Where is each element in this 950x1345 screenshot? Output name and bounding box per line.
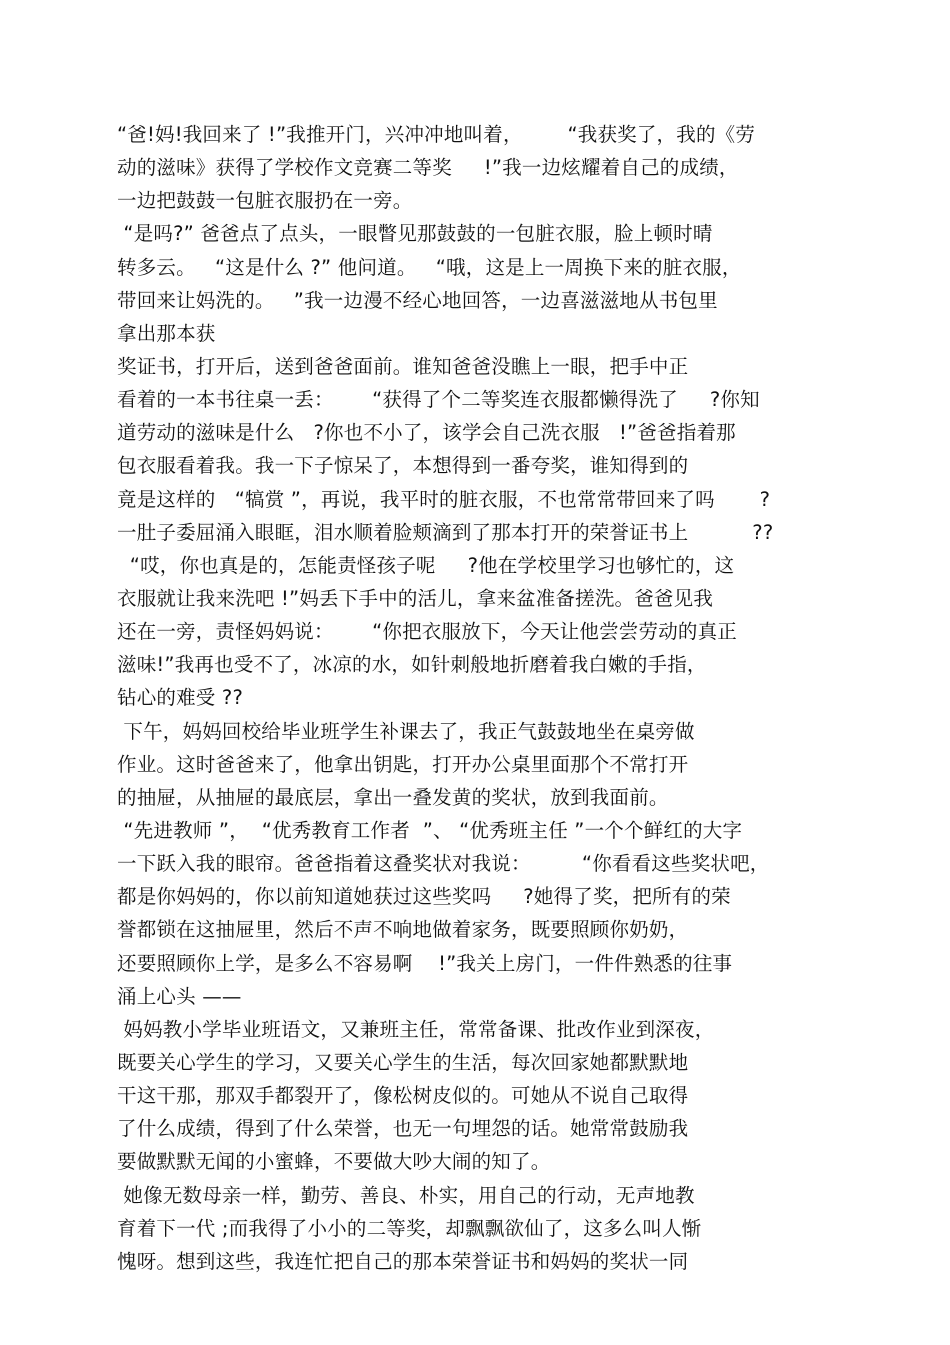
essay-body <box>117 118 877 1278</box>
text-line: “是吗?” 爸爸点了点头，一眼瞥见那鼓鼓的一包脏衣服，脸上顿时晴 <box>117 222 713 246</box>
text-line: 看着的一本书往桌一丢： “获得了个二等奖连衣服都懒得洗了 ?你知 <box>117 388 760 412</box>
text-line: 她像无数母亲一样，勤劳、善良、朴实，用自己的行动，无声地教 <box>117 1183 695 1207</box>
text-line: 一下跃入我的眼帘。爸爸指着这叠奖状对我说： “你看看这些奖状吧， <box>117 852 770 876</box>
text-line: “哎，你也真是的，怎能责怪孩子呢 ?他在学校里学习也够忙的，这 <box>117 553 735 577</box>
text-line: 都是你妈妈的，你以前知道她获过这些奖吗 ?她得了奖，把所有的荣 <box>117 885 731 909</box>
text-line: “爸!妈!我回来了 !”我推开门，兴冲冲地叫着， “我获奖了，我的《劳 <box>117 123 756 146</box>
text-line: 作业。这时爸爸来了，他拿出钥匙，打开办公桌里面那个不常打开 <box>117 752 689 776</box>
text-line: 钻心的难受 ?? <box>117 686 243 710</box>
text-line: 一边把鼓鼓一包脏衣服扔在一旁。 <box>117 189 413 213</box>
text-line: 滋味!”我再也受不了，冰凉的水，如针刺般地折磨着我白嫩的手指， <box>117 653 707 677</box>
text-line: 了什么成绩，得到了什么荣誉，也无一句埋怨的话。她常常鼓励我 <box>117 1117 689 1141</box>
text-line: 愧呀。想到这些，我连忙把自己的那本荣誉证书和妈妈的奖状一同 <box>117 1249 689 1273</box>
text-line: 带回来让妈洗的。 ”我一边漫不经心地回答，一边喜滋滋地从书包里 <box>117 288 718 312</box>
text-line: 要做默默无闻的小蜜蜂，不要做大吵大闹的知了。 <box>117 1150 551 1174</box>
text-line: 还在一旁，责怪妈妈说： “你把衣服放下，今天让他尝尝劳动的真正 <box>117 620 737 644</box>
text-line: 妈妈教小学毕业班语文，又兼班主任，常常备课、批改作业到深夜， <box>117 1017 715 1041</box>
text-line: 一肚子委屈涌入眼眶，泪水顺着脸颊滴到了那本打开的荣誉证书上 ?? <box>117 520 774 544</box>
text-line: 育着下一代 ;而我得了小小的二等奖，却飘飘欲仙了，这多么叫人惭 <box>117 1216 702 1240</box>
text-line: 拿出那本获 <box>117 321 216 345</box>
text-line: 涌上心头 —— <box>117 984 242 1008</box>
text-line: 动的滋味》获得了学校作文竞赛二等奖 !”我一边炫耀着自己的成绩， <box>117 156 739 180</box>
text-line: 还要照顾你上学，是多么不容易啊 !”我关上房门，一件件熟悉的往事 <box>117 951 733 975</box>
text-line: 干这干那，那双手都裂开了，像松树皮似的。可她从不说自己取得 <box>117 1084 689 1108</box>
text-line: 既要关心学生的学习，又要关心学生的生活，每次回家她都默默地 <box>117 1050 689 1074</box>
text-line: 下午，妈妈回校给毕业班学生补课去了，我正气鼓鼓地坐在桌旁做 <box>117 719 695 743</box>
text-line: 道劳动的滋味是什么 ?你也不小了，该学会自己洗衣服 !”爸爸指着那 <box>117 421 736 445</box>
text-line: 包衣服看着我。我一下子惊呆了，本想得到一番夸奖，谁知得到的 <box>117 454 689 478</box>
text-line: 誉都锁在这抽屉里，然后不声不响地做着家务，既要照顾你奶奶， <box>117 918 689 942</box>
text-line: 衣服就让我来洗吧 !”妈丢下手中的活儿，拿来盆准备搓洗。爸爸见我 <box>117 586 714 610</box>
text-line: 竟是这样的 “犒赏 ”，再说，我平时的脏衣服，不也常常带回来了吗 ? <box>117 487 771 511</box>
text-line: 的抽屉，从抽屉的最底层，拿出一叠发黄的奖状，放到我面前。 <box>117 785 669 809</box>
text-line: “先进教师 ”， “优秀教育工作者 ”、 “优秀班主任 ”一个个鲜红的大字 <box>117 818 743 842</box>
text-line: 转多云。 “这是什么 ?” 他问道。 “哦，这是上一周换下来的脏衣服， <box>117 255 742 279</box>
text-line: 奖证书，打开后，送到爸爸面前。谁知爸爸没瞧上一眼，把手中正 <box>117 354 689 378</box>
